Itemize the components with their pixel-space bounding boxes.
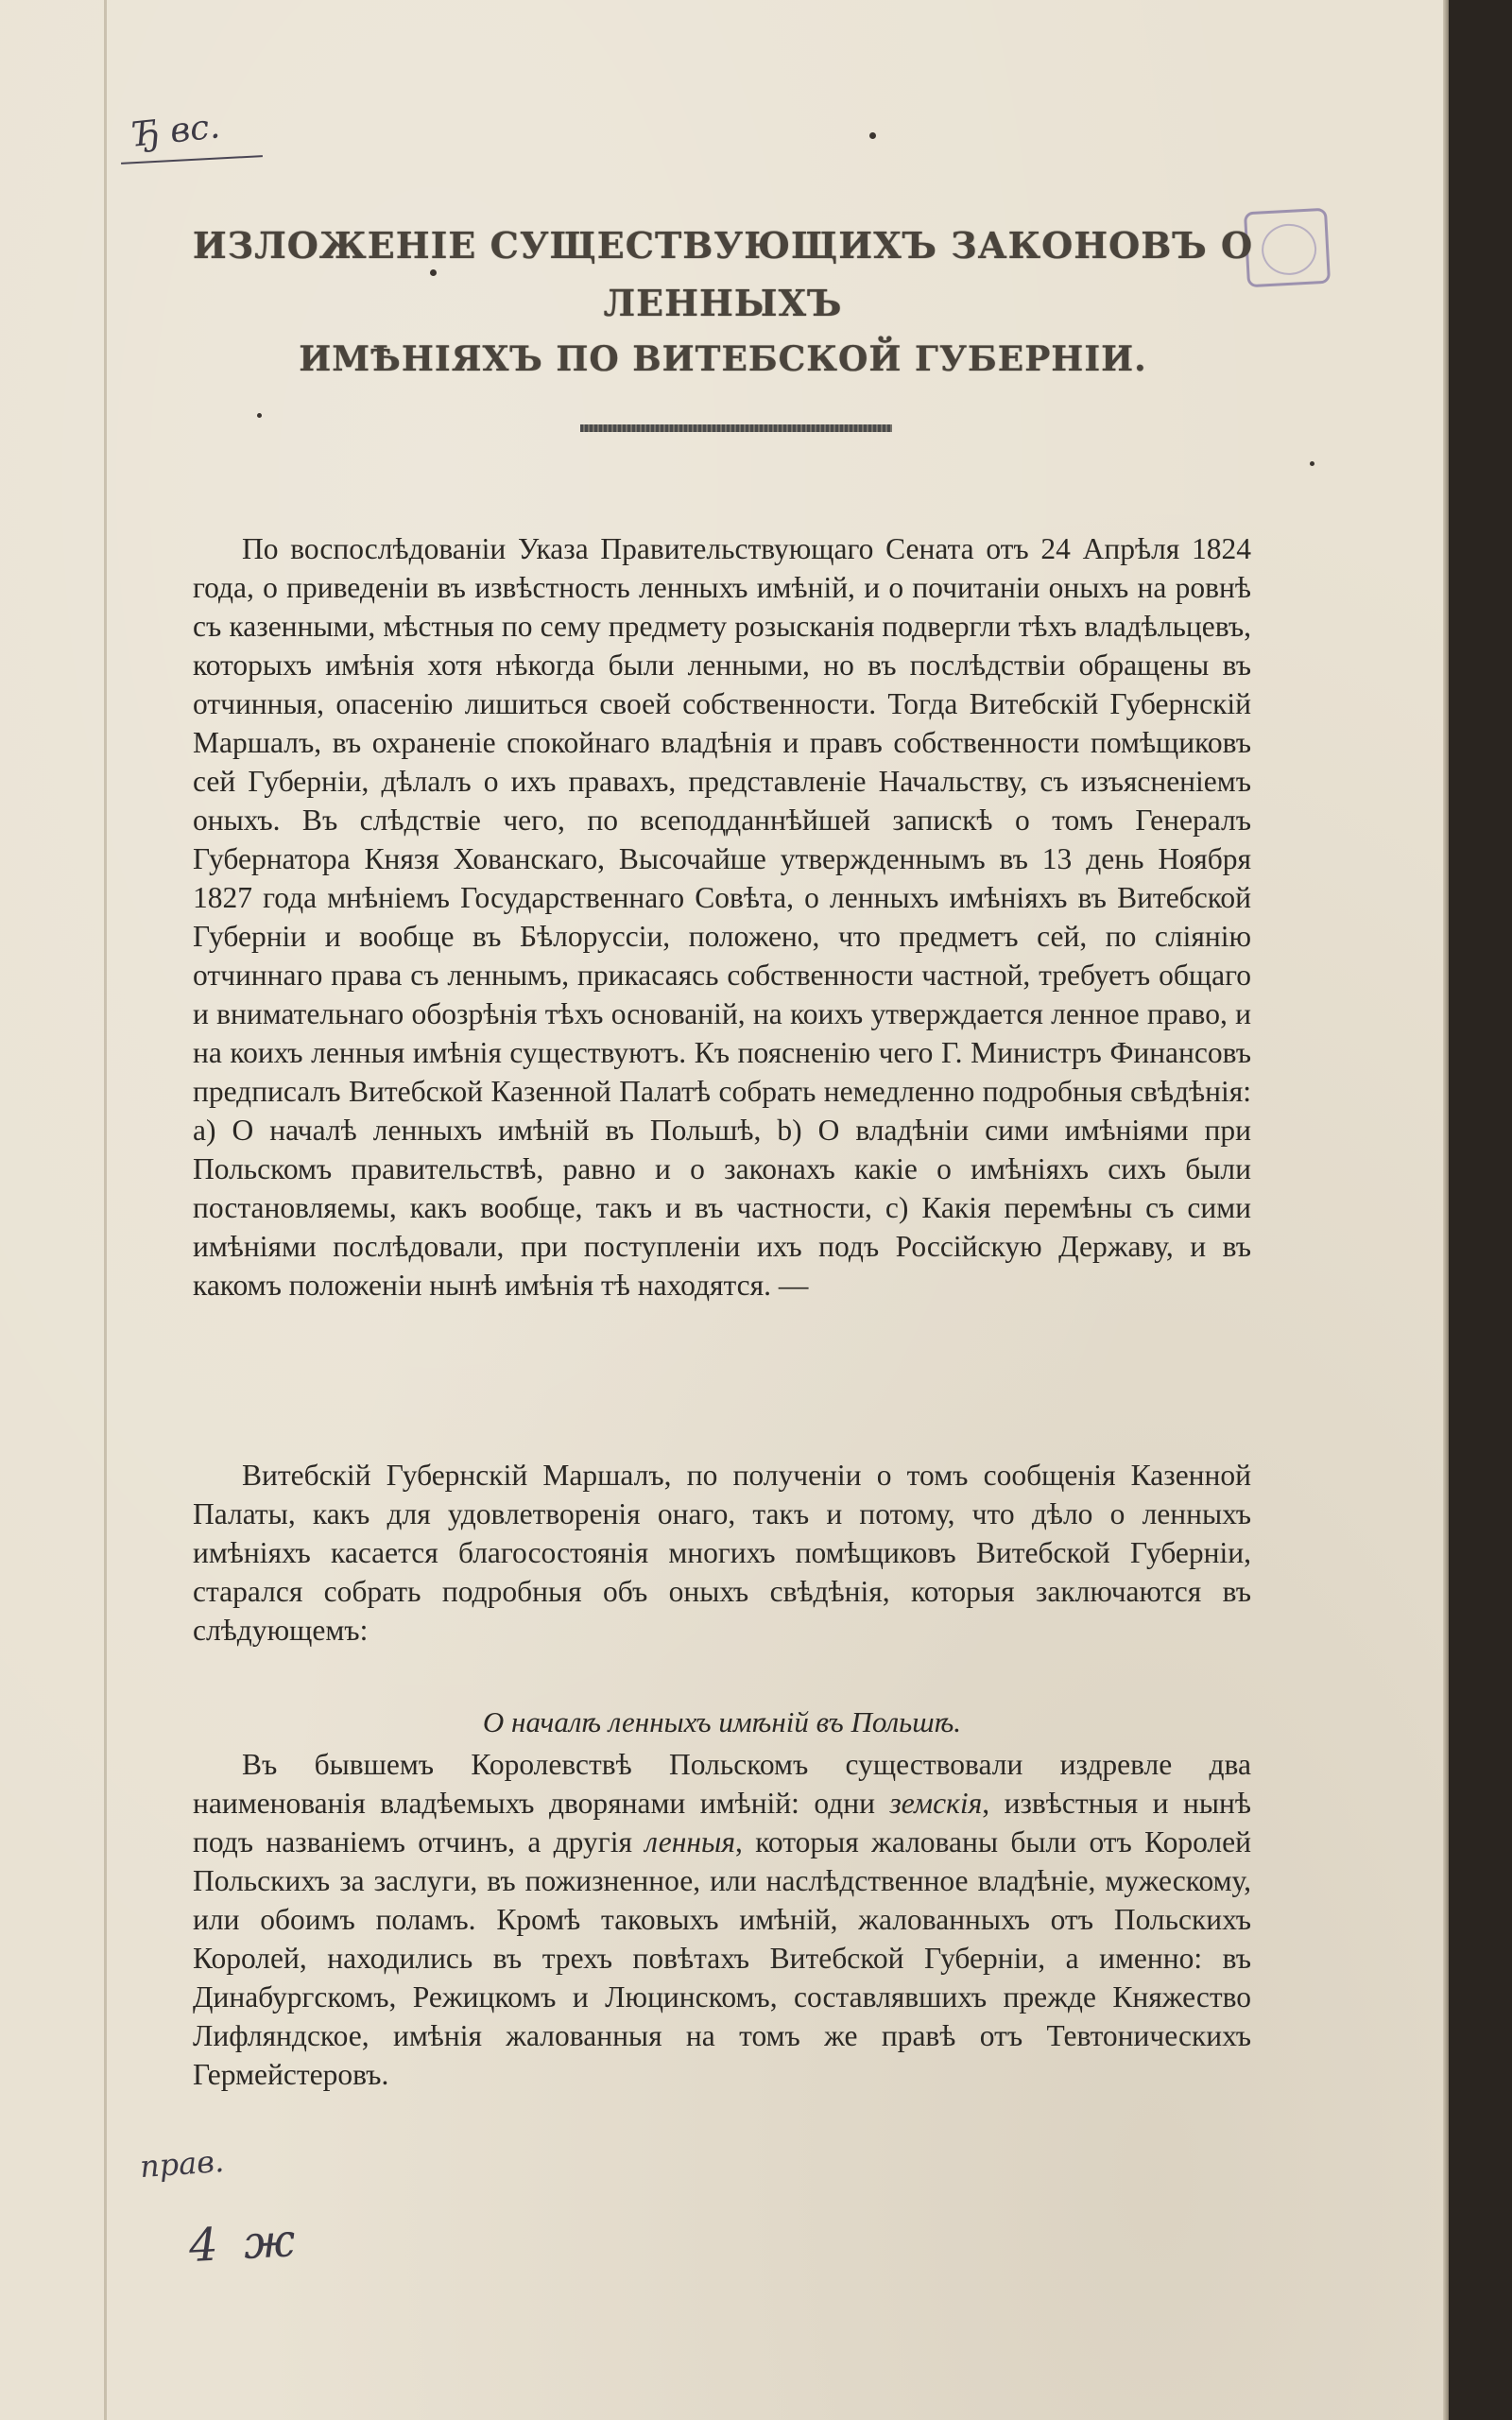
handwritten-note-top: Ђ вс. — [130, 107, 222, 155]
ink-dot — [869, 132, 876, 139]
paragraph-3-part-c: , которыя жалованы были отъ Королей Польскихъ за заслуги, въ пожизненное, или наслѣдственное владѣніе, мужескому, или обоимъ поламъ. Кромѣ таковыхъ имѣній, жалованныхъ отъ Польскихъ Королей, находились въ трехъ повѣтахъ Витебской Губерніи, а именно: въ Динабургскомъ, Режицкомъ и Люцинскомъ, составлявшихъ прежде Княжество Лифляндское, имѣнія жалованныя на томъ же правѣ отъ Тевтоническихъ Гермейстеровъ. — [193, 1825, 1251, 2091]
paragraph-2 — [193, 1456, 1251, 1650]
paragraph-1-text: По воспослѣдованіи Указа Правительствующаго Сената отъ 24 Апрѣля 1824 года, о приведеніи въ извѣстность ленныхъ имѣній, и о почитаніи оныхъ на ровнѣ съ казенными, мѣстныя по сему предмету розысканія подвергли тѣхъ владѣльцевъ, которыхъ имѣнія хотя нѣкогда были ленными, но въ послѣдствіи обращены въ отчинныя, опасенію лишиться своей собственности. Тогда Витебскій Губернскій Маршалъ, въ охраненіе спокойнаго владѣнія и правъ собственности помѣщиковъ сей Губерніи, дѣлалъ о ихъ правахъ, представленіе Начальству, съ изъясненіемъ оныхъ. Въ слѣдствіе чего, по всеподданнѣйшей запискѣ о томъ Генералъ Губернатора Князя Хованскаго, Высочайше утвержденнымъ въ 13 день Ноября 1827 года мнѣніемъ Государственнаго Совѣта, о ленныхъ имѣніяхъ въ Витебской Губерніи и вообще въ Бѣлоруссіи, положено, что предметъ сей, по сліянію отчиннаго права съ леннымъ, прикасаясь собственности частной, требуетъ общаго и внимательнаго обозрѣнія тѣхъ основаній, на коихъ утверждается ленное право, и на коихъ ленныя имѣнія существуютъ. Къ поясненію чего Г. Министръ Финансовъ предписалъ Витебской Казенной Палатѣ собрать немедленно подробныя свѣдѣнія: а) О началѣ ленныхъ имѣній въ Польшѣ, b) О владѣніи сими имѣніями при Польскомъ правительствѣ, равно и о законахъ какіе о имѣніяхъ сихъ были постановляемы, какъ вообще, такъ и въ частности, с) Какія перемѣны съ сими имѣніями послѣдовали, при поступленіи ихъ подъ Россійскую Державу, и въ какомъ положеніи нынѣ имѣнія тѣ находятся. — — [193, 532, 1251, 1302]
title-line-2: ИМѢНІЯХЪ ПО ВИТЕБСКОЙ ГУБЕРНІИ. — [299, 338, 1147, 379]
library-stamp-seal — [1261, 222, 1318, 276]
paragraph-3-text — [193, 1745, 1251, 2094]
paragraph-3-emphasis-1: земскія — [889, 1787, 983, 1820]
page-fold — [104, 0, 107, 2420]
decorative-rule — [580, 424, 892, 432]
ink-dot — [1310, 461, 1314, 466]
handwritten-note-bottom-1: прав. — [138, 2142, 226, 2186]
handwritten-underline — [121, 155, 263, 164]
paragraph-3-part-a: Въ бывшемъ Королевствѣ Польскомъ существовали издревле два наименованія владѣемыхъ дворянами имѣній: одни — [193, 1748, 1251, 1820]
ink-dot — [257, 413, 262, 418]
paragraph-3-part-b: , извѣстныя и нынѣ подъ названіемъ отчинъ, а другія — [193, 1787, 1251, 1858]
page-edge — [1443, 0, 1449, 2420]
paragraph-1 — [193, 529, 1251, 1305]
paragraph-3-emphasis-2: ленныя — [644, 1825, 735, 1858]
title-line-1: ИЗЛОЖЕНІЕ СУЩЕСТВУЮЩИХЪ ЗАКОНОВЪ О ЛЕННЫХЪ — [192, 224, 1254, 324]
paragraph-3 — [193, 1745, 1251, 2094]
section-heading: О началѣ ленныхъ имѣній въ Польшѣ. — [482, 1705, 962, 1738]
handwritten-note-bottom-2: 4 ж — [187, 2213, 302, 2273]
document-title — [189, 217, 1257, 387]
paragraph-2-text: Витебскій Губернскій Маршалъ, по полученіи о томъ сообщенія Казенной Палаты, какъ для удовлетворенія онаго, такъ и потому, что дѣло о ленныхъ имѣніяхъ касается благосостоянія многихъ помѣщиковъ Витебской Губерніи, старался собрать подробныя объ оныхъ свѣдѣнія, которыя заключаются въ слѣдующемъ: — [193, 1459, 1251, 1647]
